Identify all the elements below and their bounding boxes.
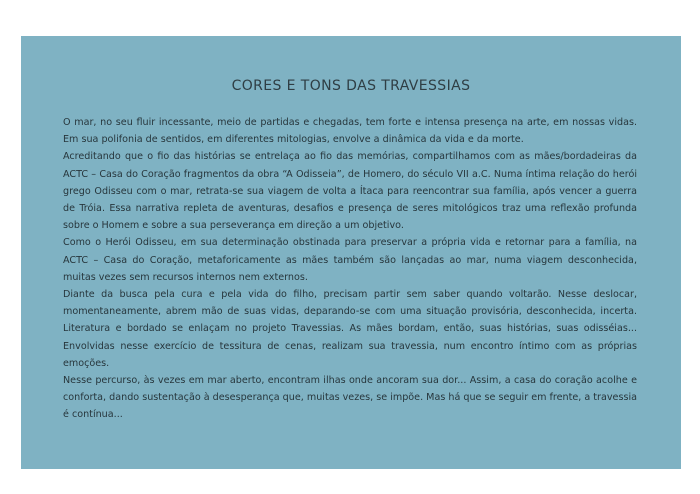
- paragraph: Nesse percurso, às vezes em mar aberto, encontram ilhas onde ancoram sua dor... Assim, a casa do coração acolhe e conforta, dando sustentação à desesperança que, muitas vezes, se impõe. Mas há que se seguir em frente, a travessia é contínua...: [63, 375, 637, 421]
- paragraph: Como o Herói Odisseu, em sua determinação obstinada para preservar a própria vida e retornar para a família, na ACTC – Casa do Coração, metaforicamente as mães também são lançadas ao mar, numa viagem desconhecida, muitas vezes sem recursos internos nem externos.: [63, 237, 637, 283]
- page-title: CORES E TONS DAS TRAVESSIAS: [231, 78, 471, 94]
- paragraph: Acreditando que o fio das histórias se entrelaça ao fio das memórias, compartilhamos com as mães/bordadeiras da ACTC – Casa do Coração fragmentos da obra “A Odisseia”, de Homero, do século VII a.C. Numa íntima relação do herói grego Odisseu com o mar, retrata-se sua viagem de volta a Ítaca para reencontrar sua família, após vencer a guerra de Tróia. Essa narrativa repleta de aventuras, desafios e presença de seres mitológicos traz uma reflexão profunda sobre o Homem e sobre a sua perseverança em direção a um objetivo.: [63, 151, 637, 232]
- paragraph: O mar, no seu fluir incessante, meio de partidas e chegadas, tem forte e intensa presença na arte, em nossas vidas. Em sua polifonia de sentidos, em diferentes mitologias, envolve a dinâmica da vida e da morte.: [63, 117, 637, 146]
- paragraph: Diante da busca pela cura e pela vida do filho, precisam partir sem saber quando voltarão. Nesse deslocar, momentaneamente, abrem mão de suas vidas, deparando-se com uma situação provisória, desconhecida, incerta. Literatura e bordado se enlaçam no projeto Travessias. As mães bordam, então, suas histórias, suas odisséias... Envolvidas nesse exercício de tessitura de cenas, realizam sua travessia, num encontro íntimo com as próprias emoções.: [63, 289, 637, 369]
- text-panel: [21, 36, 681, 469]
- body-text: [63, 114, 637, 424]
